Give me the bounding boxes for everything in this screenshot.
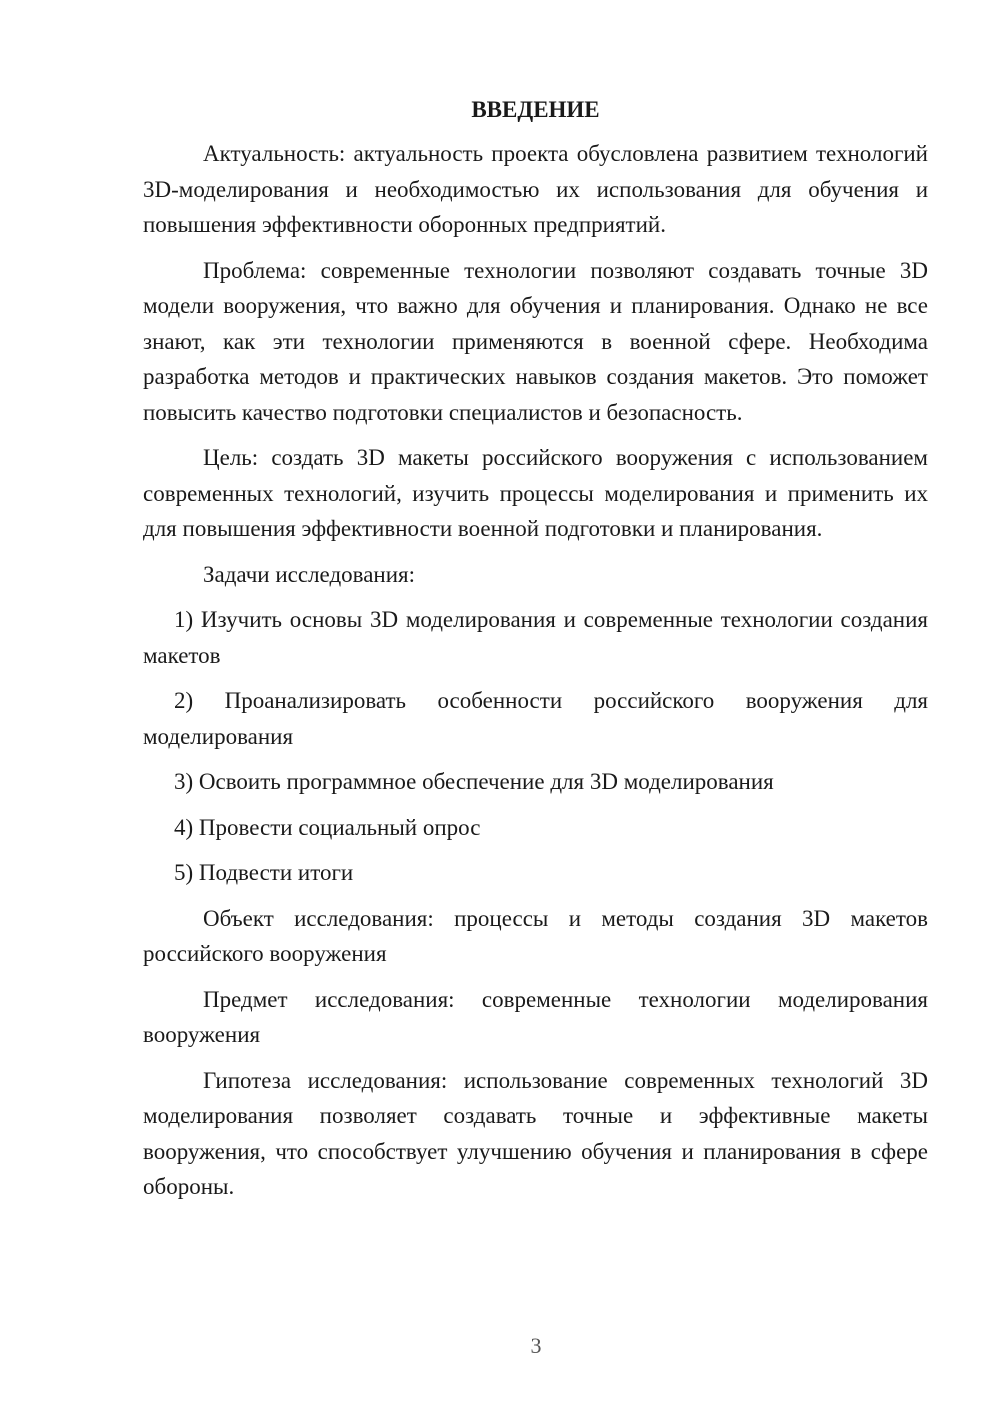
tasks-heading: Задачи исследования: <box>203 561 416 587</box>
task-item: 3) Освоить программное обеспечение для 3D моделирования <box>174 769 774 794</box>
task-item: 5) Подвести итоги <box>174 860 354 885</box>
hypothesis-paragraph: Гипотеза исследования: использование современных технологий 3D моделирования позволяет создавать точные и эффективные макеты вооружения, что способствует улучшению обучения и планирования в сфере обороны. <box>143 1067 928 1199</box>
page-title: ВВЕДЕНИЕ <box>471 97 600 122</box>
task-item: 1) Изучить основы 3D моделирования и современные технологии создания макетов <box>143 607 928 668</box>
document-page <box>143 92 928 1215</box>
task-item: 2) Проанализировать особенности российского вооружения для моделирования <box>143 688 928 749</box>
object-paragraph: Объект исследования: процессы и методы создания 3D макетов российского вооружения <box>143 905 928 966</box>
problem-paragraph: Проблема: современные технологии позволяют создавать точные 3D модели вооружения, что важно для обучения и планирования. Однако не все знают, как эти технологии применяются в военной сфере. Необходима разработка методов и практических навыков создания макетов. Это поможет повысить качество подготовки специалистов и безопасность. <box>143 257 928 425</box>
task-item: 4) Провести социальный опрос <box>174 814 481 840</box>
subject-paragraph: Предмет исследования: современные технологии моделирования вооружения <box>143 986 928 1047</box>
page-number: 3 <box>530 1333 542 1358</box>
goal-paragraph: Цель: создать 3D макеты российского вооружения с использованием современных технологий, изучить процессы моделирования и применить их для повышения эффективности военной подготовки и планирования. <box>143 445 928 541</box>
relevance-paragraph: Актуальность: актуальность проекта обусловлена развитием технологий 3D-моделирования и необходимостью их использования для обучения и повышения эффективности оборонных предприятий. <box>143 141 928 237</box>
